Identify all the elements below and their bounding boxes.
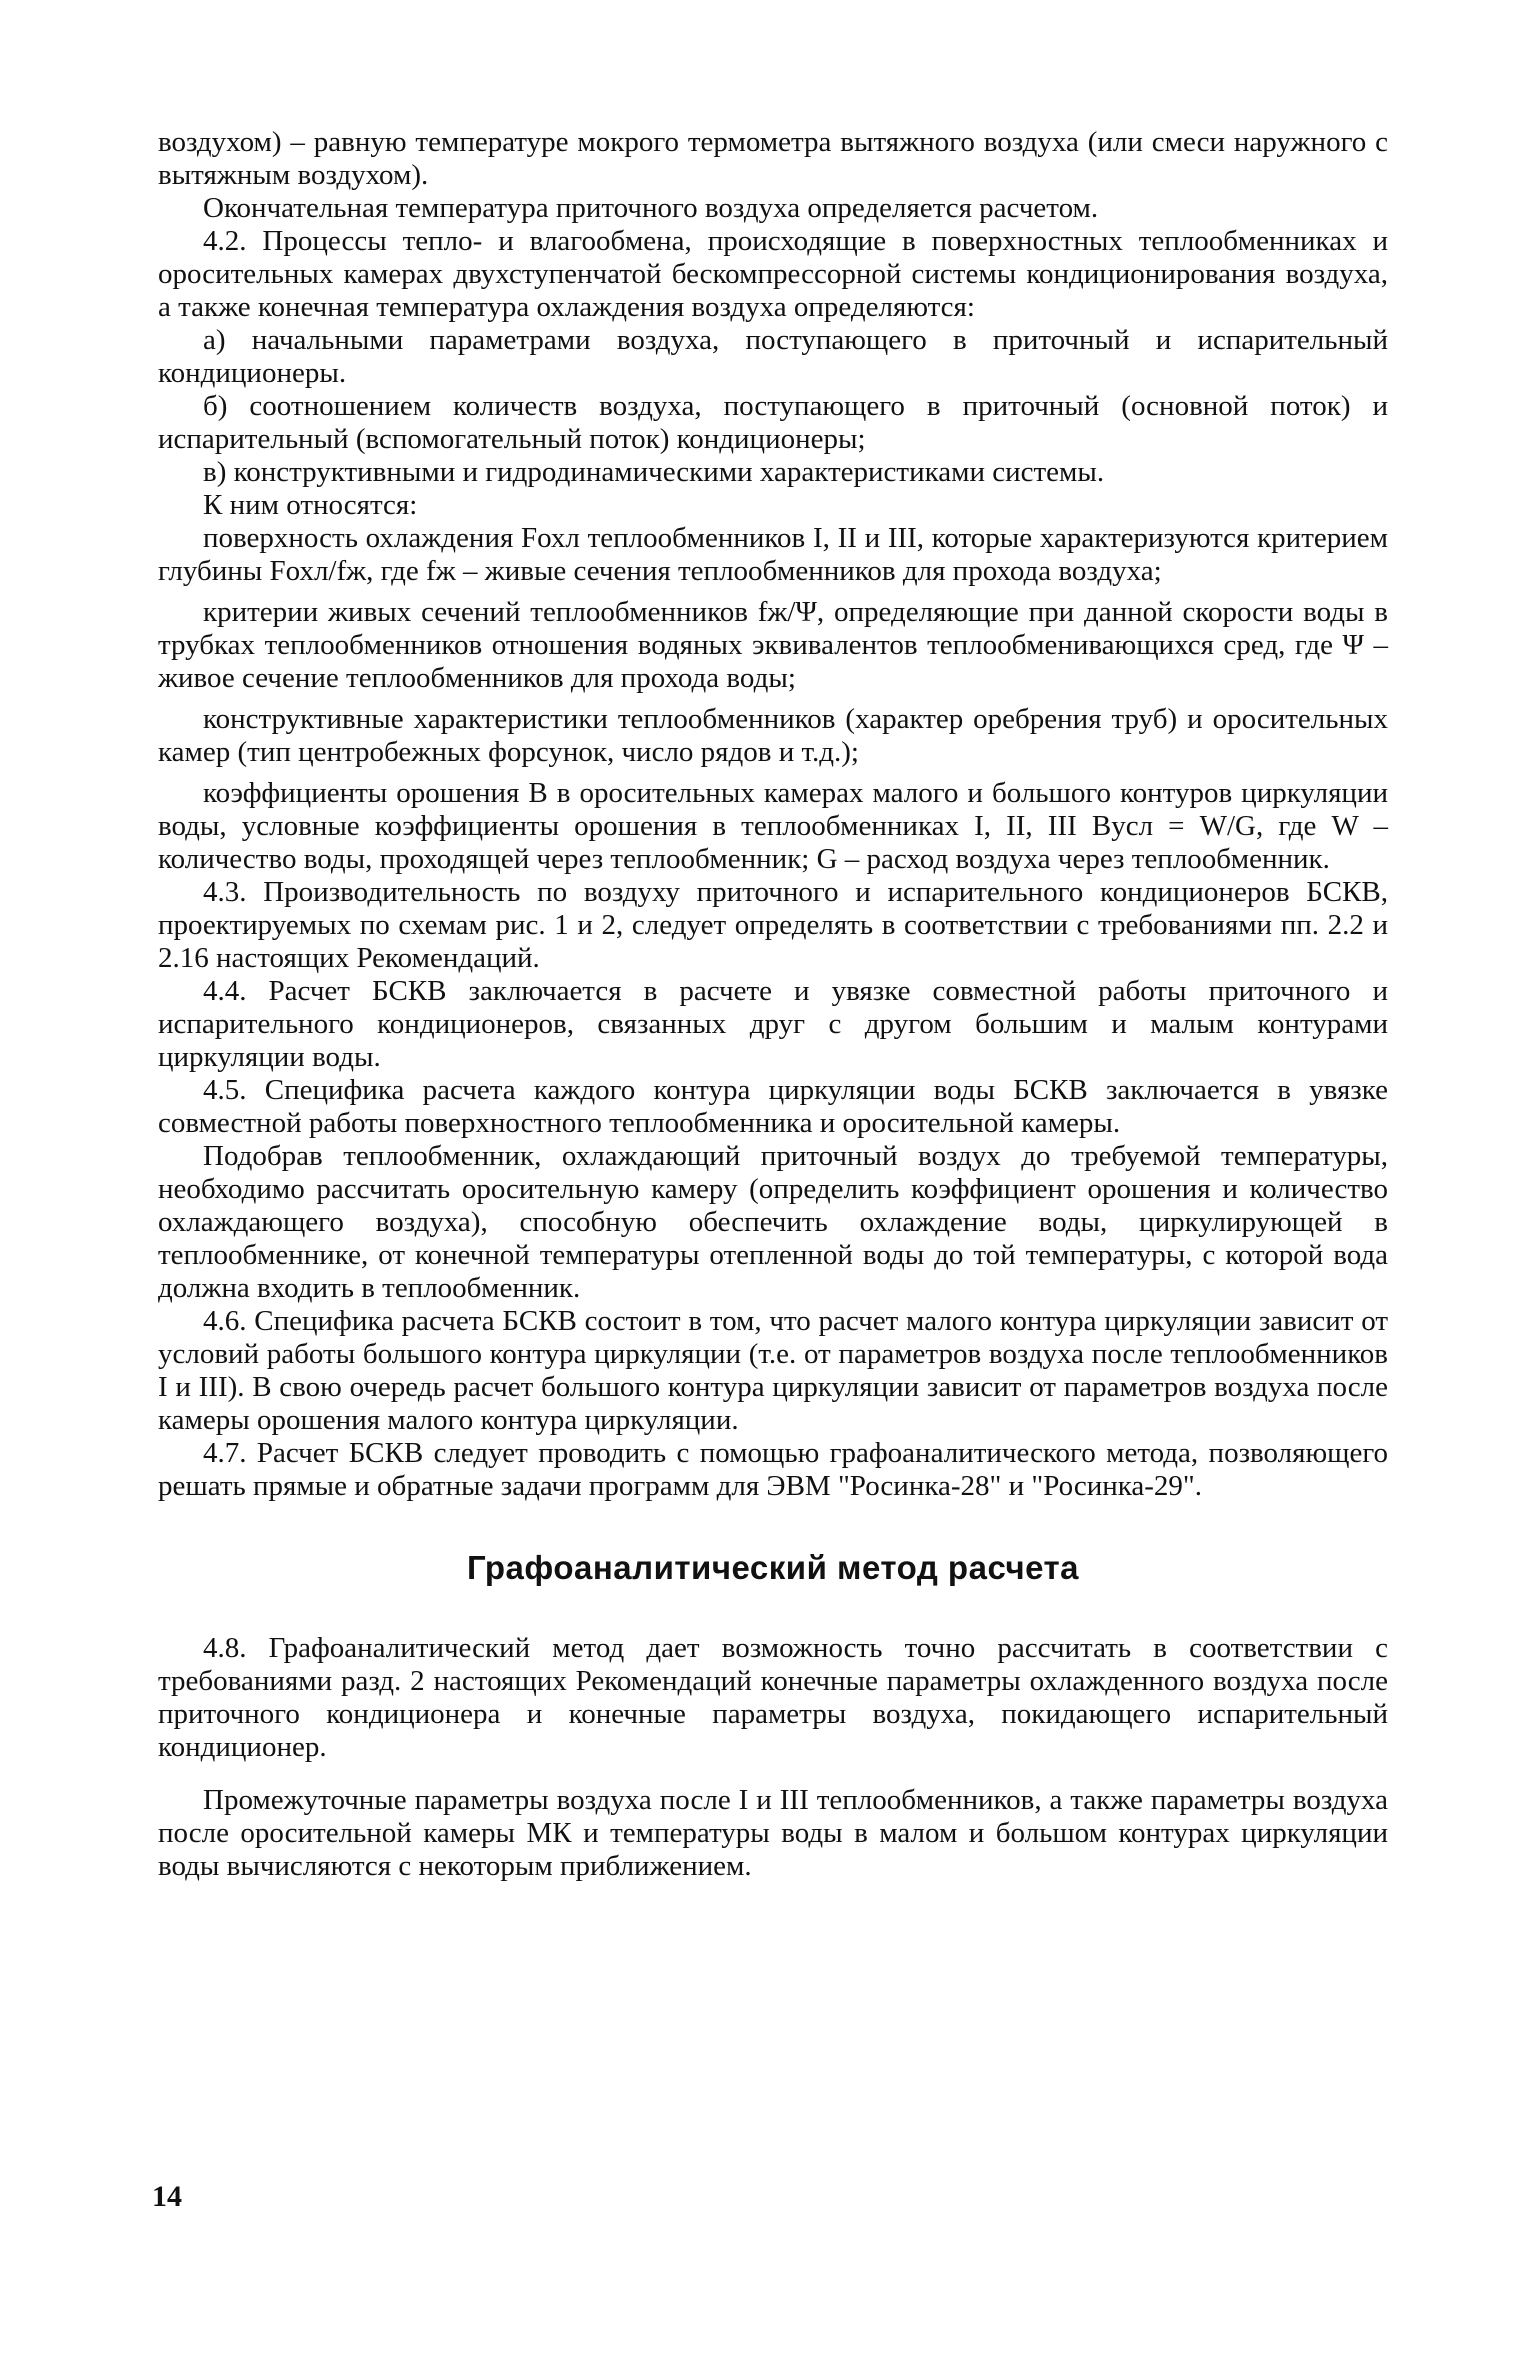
list-item-b: б) соотношением количеств воздуха, поступающего в приточный (основной поток) и испарительный (вспомогательный поток) кондиционеры; <box>158 390 1388 455</box>
page-number: 14 <box>152 2180 182 2213</box>
paragraph-4-2: 4.2. Процессы тепло- и влагообмена, происходящие в поверхностных теплообменниках и оросительных камерах двухступенчатой бескомпрессорной системы кондиционирования воздуха, а также конечная температура охлаждения воздуха определяются: <box>158 225 1388 323</box>
paragraph: Промежуточные параметры воздуха после I и III теплообменников, а также параметры воздуха после оросительной камеры МК и температуры воды в малом и большом контурах циркуляции воды вычисляются с некоторым приближением. <box>158 1784 1388 1882</box>
paragraph-4-8: 4.8. Графоаналитический метод дает возможность точно рассчитать в соответствии с требованиями разд. 2 настоящих Рекомендаций конечные параметры охлажденного воздуха после приточного кондиционера и конечные параметры воздуха, покидающего испарительный кондиционер. <box>158 1632 1388 1763</box>
paragraph-design-characteristics: конструктивные характеристики теплообменников (характер оребрения труб) и оросительных камер (тип центробежных форсунок, число рядов и т.д.); <box>158 703 1388 768</box>
list-item-a: а) начальными параметрами воздуха, поступающего в приточный и испарительный кондиционеры. <box>158 324 1388 389</box>
list-item-v: в) конструктивными и гидродинамическими характеристиками системы. <box>203 456 1105 488</box>
paragraph: Подобрав теплообменник, охлаждающий приточный воздух до требуемой температуры, необходимо рассчитать оросительную камеру (определить коэффициент орошения и количество охлаждающего воздуха), способную обеспечить охлаждение воды, циркулирующей в теплообменнике, от конечной температуры отепленной воды до той температуры, с которой вода должна входить в теплообменник. <box>158 1140 1388 1304</box>
paragraph-4-3: 4.3. Производительность по воздуху приточного и испарительного кондиционеров БСКВ, проектируемых по схемам рис. 1 и 2, следует определять в соответствии с требованиями пп. 2.2 и 2.16 настоящих Рекомендаций. <box>158 876 1388 974</box>
paragraph: К ним относятся: <box>203 489 418 521</box>
paragraph: Окончательная температура приточного воздуха определяется расчетом. <box>203 192 1099 224</box>
paragraph: воздухом) – равную температуре мокрого термометра вытяжного воздуха (или смеси наружного с вытяжным воздухом). <box>158 126 1388 191</box>
paragraph-irrigation-coefficients: коэффициенты орошения B в оросительных камерах малого и большого контуров циркуляции воды, условные коэффициенты орошения в теплообменниках I, II, III Bусл = W/G, где W – количество воды, проходящей через теплообменник; G – расход воздуха через теплообменник. <box>158 777 1388 875</box>
paragraph-4-7: 4.7. Расчет БСКВ следует проводить с помощью графоаналитического метода, позволяющего решать прямые и обратные задачи программ для ЭВМ "Росинка-28" и "Росинка-29". <box>158 1437 1388 1502</box>
paragraph-4-6: 4.6. Специфика расчета БСКВ состоит в том, что расчет малого контура циркуляции зависит от условий работы большого контура циркуляции (т.е. от параметров воздуха после теплообменников I и III). В свою очередь расчет большого контура циркуляции зависит от параметров воздуха после камеры орошения малого контура циркуляции. <box>158 1305 1388 1436</box>
paragraph-4-5: 4.5. Специфика расчета каждого контура циркуляции воды БСКВ заключается в увязке совместной работы поверхностного теплообменника и оросительной камеры. <box>158 1074 1388 1139</box>
paragraph-live-section-criteria: критерии живых сечений теплообменников fж/Ψ, определяющие при данной скорости воды в трубках теплообменников отношения водяных эквивалентов теплообменивающихся сред, где Ψ – живое сечение теплообменников для прохода воды; <box>158 596 1388 694</box>
text-column <box>158 126 1388 1883</box>
paragraph-cooling-surface: поверхность охлаждения Fохл теплообменников I, II и III, которые характеризуются критерием глубины Fохл/fж, где fж – живые сечения теплообменников для прохода воздуха; <box>158 522 1388 587</box>
section-heading: Графоаналитический метод расчета <box>466 1549 1080 1586</box>
paragraph-4-4: 4.4. Расчет БСКВ заключается в расчете и увязке совместной работы приточного и испарительного кондиционеров, связанных друг с другом большим и малым контурами циркуляции воды. <box>158 975 1388 1073</box>
